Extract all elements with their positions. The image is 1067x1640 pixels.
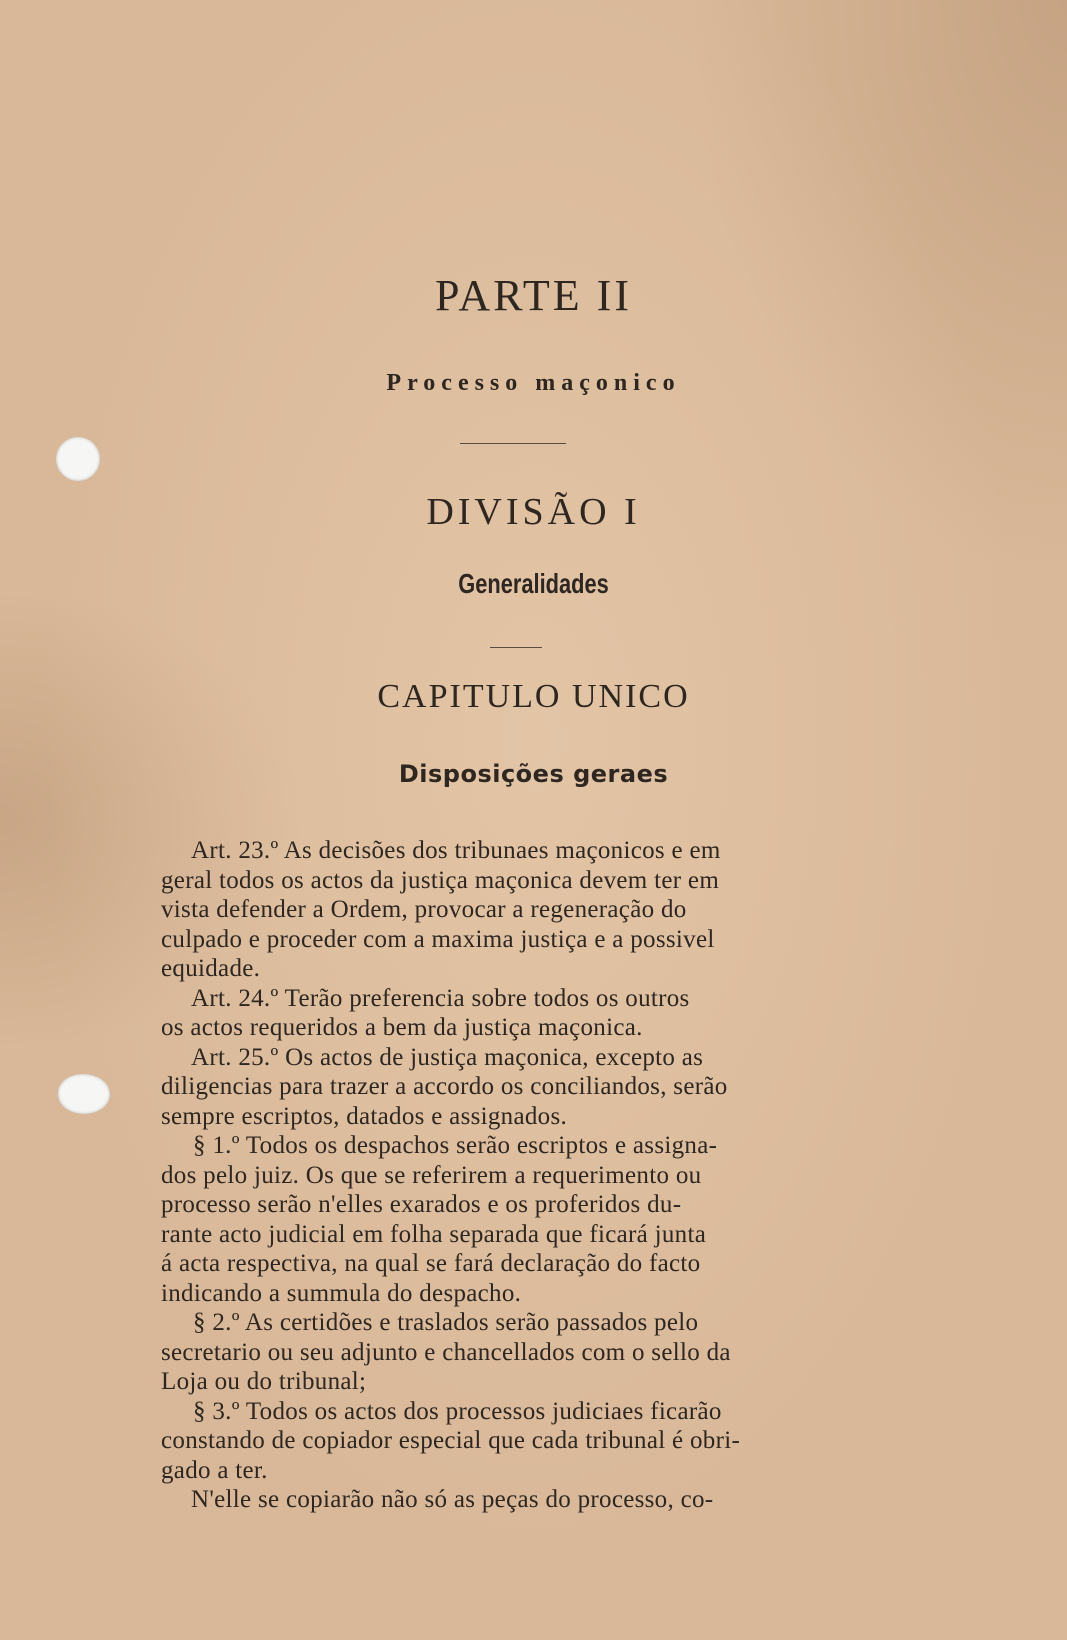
- text-line: Art. 23.º As decisões dos tribunaes maçonicos e em: [191, 837, 721, 864]
- text-line: § 3.º Todos os actos dos processos judiciaes ficarão: [193, 1397, 722, 1425]
- part-title: PARTE II: [435, 271, 632, 320]
- text-line: processo serão n'elles exarados e os proferidos du-: [161, 1191, 682, 1218]
- text-line: sempre escriptos, datados e assignados.: [161, 1102, 568, 1130]
- division-subtitle: Generalidades: [458, 568, 609, 599]
- text-line: equidade.: [161, 955, 261, 982]
- text-line: N'elle se copiarão não só as peças do processo, co-: [191, 1486, 714, 1513]
- text-line: gado a ter.: [161, 1456, 268, 1484]
- text-line: § 2.º As certidões e traslados serão passados pelo: [193, 1309, 699, 1336]
- text-line: secretario ou seu adjunto e chancellados com o sello da: [161, 1338, 731, 1366]
- text-line: rante acto judicial em folha separada que ficará junta: [161, 1220, 707, 1248]
- punch-hole-bottom: [58, 1074, 110, 1114]
- text-line: culpado e proceder com a maxima justiça e a possivel: [161, 925, 715, 953]
- text-line: geral todos os actos da justiça maçonica devem ter em: [161, 866, 720, 894]
- text-line: Art. 24.º Terão preferencia sobre todos os outros: [191, 984, 690, 1012]
- divider-rule: [460, 443, 566, 444]
- text-line: á acta respectiva, na qual se fará declaração do facto: [161, 1250, 701, 1277]
- text-line: constando de copiador especial que cada tribunal é obri-: [161, 1427, 741, 1454]
- text-line: indicando a summula do despacho.: [161, 1279, 522, 1307]
- text-line: Art. 25.º Os actos de justiça maçonica, excepto as: [191, 1043, 704, 1071]
- division-title: DIVISÃO I: [426, 491, 641, 533]
- chapter-subtitle: Disposições geraes: [398, 760, 669, 788]
- text-line: vista defender a Ordem, provocar a regeneração do: [161, 896, 687, 923]
- part-subtitle: Processo maçonico: [386, 370, 681, 396]
- text-line: os actos requeridos a bem da justiça maçonica.: [161, 1014, 643, 1041]
- punch-hole-top: [56, 437, 100, 481]
- body-text: [161, 836, 871, 1515]
- text-line: § 1.º Todos os despachos serão escriptos e assigna-: [193, 1132, 718, 1159]
- text-line: Loja ou do tribunal;: [161, 1368, 367, 1395]
- divider-rule-short: [490, 647, 542, 648]
- text-line: dos pelo juiz. Os que se referirem a requerimento ou: [161, 1161, 702, 1189]
- chapter-title: CAPITULO UNICO: [377, 678, 690, 715]
- text-line: diligencias para trazer a accordo os conciliandos, serão: [161, 1073, 728, 1100]
